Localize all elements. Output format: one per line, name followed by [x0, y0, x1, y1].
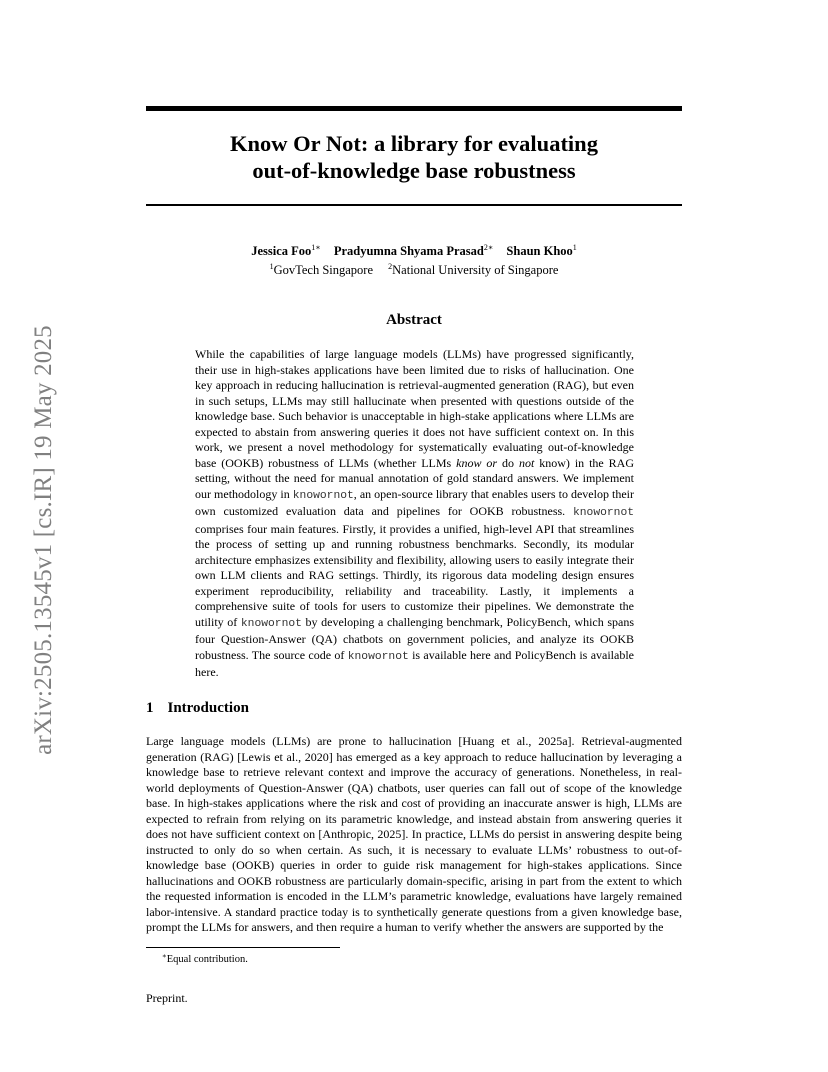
author-1	[251, 244, 321, 258]
preprint-label: Preprint.	[146, 991, 188, 1005]
abstract-text: is available here and PolicyBench is available here.	[195, 647, 634, 679]
footnote-mark: ∗	[162, 952, 167, 960]
title-line-2: out-of-knowledge base robustness	[252, 158, 576, 183]
author-names	[146, 240, 682, 259]
affiliation-name: GovTech Singapore	[273, 263, 374, 277]
author-name: Pradyumna Shyama Prasad	[333, 244, 484, 258]
abstract-text: comprises four main features. Firstly, it provides a unified, high-level API that streamlines the process of setting up and running robustness benchmarks. Secondly, its modular architecture emphasizes extensibility and flexibility, allowing users to easily integrate their own LLM clients and RAG settings. Thirdly, its rigorous data modeling design ensures experiment reproducibility, reliability and traceability. Lastly, it implements a comprehensive suite of tools for users to customize their pipelines. We demonstrate the utility of	[195, 521, 634, 629]
library-name-code: knowornot	[292, 489, 354, 502]
affiliation-superscript: 2	[388, 262, 393, 271]
library-name-code: knowornot	[347, 650, 409, 663]
abstract-text: While the capabilities of large language models (LLMs) have progressed significantly, their use in high-stakes applications have been limited due to risks of hallucination. One key approach in reducing hallucination is retrieval-augmented generation (RAG), but even in such setups, LLMs may still hallucinate when presented with questions outside of the knowledge base. Such behavior is unacceptable in high-stake applications where LLMs are expected to abstain from answering queries it does not have sufficient context on. In this work, we present a novel methodology for systematically evaluating out-of-knowledge base (OOKB) robustness of LLMs (whether LLMs	[195, 347, 634, 470]
abstract-text: know) in the RAG setting, without the need for manual annotation of gold standard answers. We implement our methodology in	[195, 455, 635, 501]
abstract-text: , an open-source library that enables users to develop their own customized evaluation data and pipelines for OOKB robustness.	[195, 486, 634, 518]
author-3	[506, 244, 576, 258]
section-heading-introduction	[146, 700, 249, 717]
footnote	[162, 952, 248, 965]
author-name: Shaun Khoo	[506, 244, 573, 258]
author-block	[146, 240, 682, 278]
section-title: Introduction	[167, 700, 249, 716]
library-name-code: knowornot	[240, 617, 302, 630]
section-number: 1	[146, 700, 154, 716]
arxiv-identifier: arXiv:2505.13545v1 [cs.IR] 19 May 2025	[30, 325, 57, 755]
author-2	[334, 244, 493, 258]
title-bottom-rule	[146, 204, 682, 206]
library-name-code: knowornot	[572, 507, 634, 519]
abstract-text: do	[497, 455, 519, 470]
author-superscript: 1∗	[311, 243, 321, 252]
author-superscript: 1	[572, 243, 577, 252]
abstract-heading: Abstract	[386, 312, 442, 328]
affiliation-1	[270, 263, 373, 277]
footnote-text: Equal contribution.	[166, 954, 248, 965]
author-name: Jessica Foo	[251, 244, 312, 258]
affiliation-2	[388, 263, 558, 277]
title-line-1: Know Or Not: a library for evaluating	[230, 131, 598, 156]
affiliation-superscript: 1	[269, 262, 274, 271]
footnote-rule	[146, 947, 340, 948]
title-top-rule	[146, 106, 682, 111]
abstract-emphasis: know or	[456, 455, 498, 470]
abstract-body	[195, 347, 634, 681]
abstract-emphasis: not	[518, 455, 535, 470]
affiliations	[146, 259, 682, 278]
author-superscript: 2∗	[483, 243, 494, 252]
abstract-text: by developing a challenging benchmark, PolicyBench, which spans four Question-Answer (QA) chatbots on government policies, and analyze its OOKB robustness. The source code of	[195, 614, 634, 662]
affiliation-name: National University of Singapore	[392, 263, 559, 277]
introduction-paragraph: Large language models (LLMs) are prone to hallucination [Huang et al., 2025a]. Retrieval-augmented generation (RAG) [Lewis et al., 2020] has emerged as a key approach to reduce hallucination by leveraging a knowledge base to retrieve relevant context and improve the accuracy of generations. Nonetheless, in real-world deployments of Question-Answer (QA) chatbots, user queries can fall out of scope of the knowledge base. In high-stakes applications where the risk and cost of providing an inaccurate answer is high, LLMs are expected to refrain from relying on its parametric knowledge, and instead abstain from answering queries it does not have sufficient context on [Anthropic, 2025]. In practice, LLMs do persist in answering despite being instructed to only do so when certain. As such, it is necessary to evaluate LLMs’ robustness to out-of-knowledge base (OOKB) queries in order to guide risk management for high-stakes applications. Since hallucinations and OOKB robustness are particularly domain-specific, arising in part from the extent to which the requested information is encoded in the LLM’s parametric knowledge, evaluations have largely remained labor-intensive. A standard practice today is to synthetically generate questions from a given knowledge base, prompt the LLMs for answers, and then require a human to verify whether the answers are supported by the	[146, 734, 682, 934]
paper-title	[146, 130, 682, 184]
